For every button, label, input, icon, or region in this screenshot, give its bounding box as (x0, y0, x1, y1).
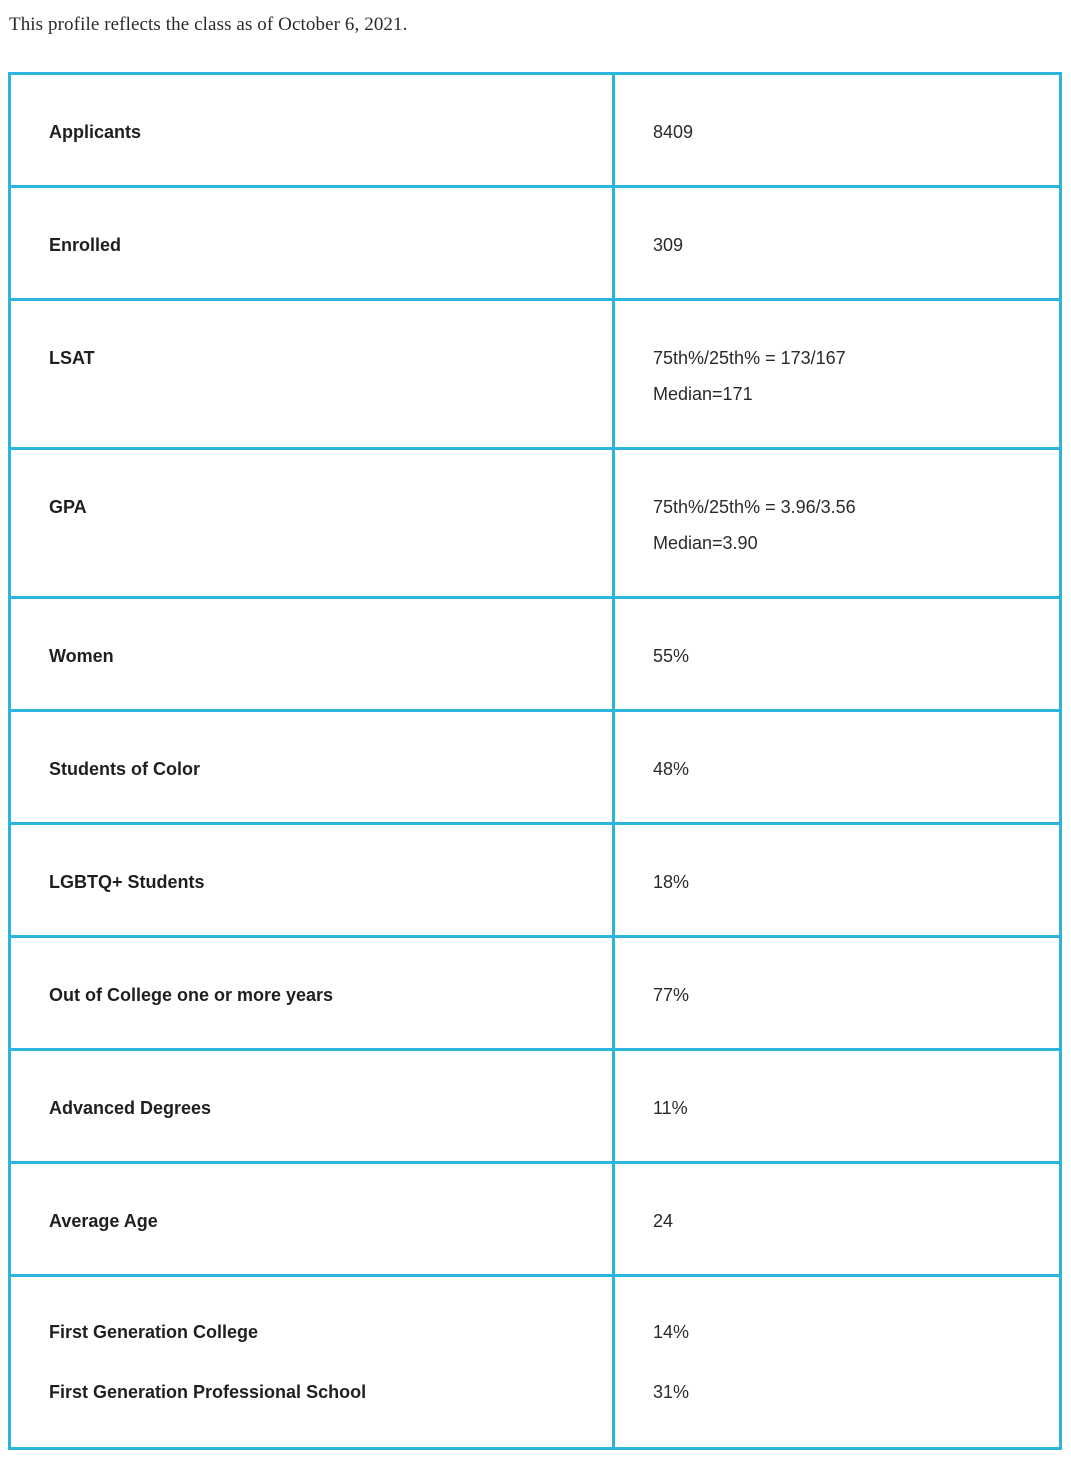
row-label: Advanced Degrees (10, 1050, 614, 1163)
row-label: LGBTQ+ Students (10, 824, 614, 937)
row-value: 11% (614, 1050, 1061, 1163)
row-label: Women (10, 598, 614, 711)
row-label (10, 1276, 614, 1449)
table-row (10, 1276, 1061, 1449)
first-gen-college-label: First Generation College (49, 1322, 259, 1342)
median-value: Median=3.90 (653, 533, 758, 553)
row-label: Enrolled (10, 187, 614, 300)
row-value (614, 449, 1061, 598)
table-row (10, 1163, 1061, 1276)
table-row (10, 711, 1061, 824)
row-label: Students of Color (10, 711, 614, 824)
first-gen-college-value: 14% (653, 1322, 690, 1342)
row-label: Out of College one or more years (10, 937, 614, 1050)
first-gen-professional-label: First Generation Professional School (49, 1382, 367, 1402)
table-row (10, 824, 1061, 937)
intro-text: This profile reflects the class as of October 6, 2021. (9, 14, 408, 35)
row-label: LSAT (10, 300, 614, 449)
row-value (614, 1276, 1061, 1449)
row-value (614, 300, 1061, 449)
row-label: Applicants (10, 74, 614, 187)
table-row (10, 449, 1061, 598)
row-value: 48% (614, 711, 1061, 824)
row-value: 55% (614, 598, 1061, 711)
table-row (10, 300, 1061, 449)
row-value: 77% (614, 937, 1061, 1050)
table-row (10, 1050, 1061, 1163)
row-value: 18% (614, 824, 1061, 937)
table-row (10, 187, 1061, 300)
row-label: Average Age (10, 1163, 614, 1276)
median-value: Median=171 (653, 384, 753, 404)
table-row (10, 937, 1061, 1050)
row-label: GPA (10, 449, 614, 598)
class-profile-table (8, 72, 1062, 1450)
table-row (10, 74, 1061, 187)
percentile-range: 75th%/25th% = 173/167 (653, 348, 846, 368)
row-value: 24 (614, 1163, 1061, 1276)
row-value: 8409 (614, 74, 1061, 187)
percentile-range: 75th%/25th% = 3.96/3.56 (653, 497, 856, 517)
table-row (10, 598, 1061, 711)
first-gen-professional-value: 31% (653, 1382, 690, 1402)
row-value: 309 (614, 187, 1061, 300)
